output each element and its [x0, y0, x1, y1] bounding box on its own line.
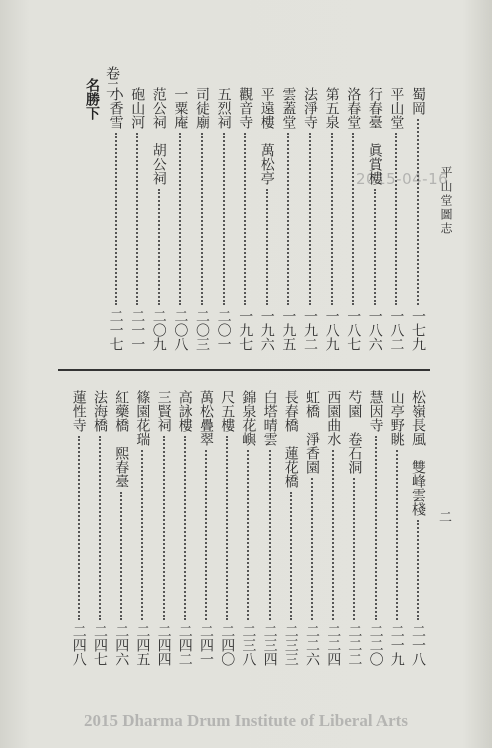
toc-entry-page: 一七九 [410, 309, 426, 351]
toc-entry-title: 西園曲水 [325, 390, 342, 446]
toc-entry-title: 第五泉 [323, 87, 340, 129]
dot-leader [201, 133, 205, 305]
toc-entry-page: 二四六 [113, 624, 130, 666]
toc-entry-title: 平山堂 [388, 87, 405, 129]
dot-leader [290, 492, 294, 620]
dot-leader [266, 189, 270, 305]
toc-entry-title: 長春橋 蓮花橋 [282, 390, 299, 488]
dot-leader [332, 450, 336, 620]
dot-leader [223, 133, 227, 305]
dot-leader [115, 133, 119, 305]
toc-entry-page: 二四五 [134, 624, 151, 666]
dot-leader [120, 492, 124, 620]
toc-entry-title: 法海橋 [92, 390, 108, 432]
toc-entry-title: 芍園 卷石洞 [346, 390, 363, 474]
toc-entry-title: 山亭野眺 [388, 390, 405, 446]
toc-entry-page: 二三四 [261, 624, 278, 666]
toc-entry-page: 一九二 [302, 309, 318, 351]
toc-entry-title: 尺五樓 [219, 390, 236, 432]
toc-entry-title: 法淨寺 [302, 87, 318, 129]
dot-leader [395, 133, 399, 305]
toc-entry-page: 二二四 [325, 624, 342, 666]
toc-entry-page: 二一一 [129, 309, 146, 351]
dot-leader [226, 436, 230, 620]
dot-leader [158, 189, 162, 305]
toc-entry-page: 二四〇 [219, 624, 236, 666]
toc-entry-title: 一粟庵 [172, 87, 189, 129]
toc-entry-title: 行春臺 眞賞樓 [366, 87, 383, 185]
toc-entry-title: 蜀岡 [410, 87, 426, 115]
juan-heading: 卷二 [104, 66, 120, 94]
toc-entry-page: 二二六 [304, 624, 320, 666]
toc-entry-page: 二二二 [346, 624, 363, 666]
toc-entry-title: 五烈祠 [215, 87, 232, 129]
watermark: 2015 Dharma Drum Institute of Liberal Arts [84, 711, 408, 730]
toc-entry-title: 小香雪 [107, 87, 124, 129]
dot-leader [205, 450, 209, 620]
toc-entry-page: 二一八 [410, 624, 426, 666]
toc-entry-page: 一八二 [388, 309, 405, 351]
dot-leader [269, 450, 273, 620]
dot-leader [179, 133, 183, 305]
toc-entry-page: 二四七 [92, 624, 108, 666]
toc-entry-page: 二〇一 [215, 309, 232, 351]
toc-entry-page: 二一九 [388, 624, 405, 666]
page-number: 二 [436, 510, 451, 523]
dot-leader [396, 450, 400, 620]
toc-entry-title: 蓮性寺 [70, 390, 87, 432]
section-divider [58, 369, 430, 371]
dot-leader [309, 133, 313, 305]
toc-entry-title: 觀音寺 [237, 87, 254, 129]
dot-leader [184, 436, 188, 620]
toc-entry-page: 二三八 [240, 624, 257, 666]
toc-entry-title: 白塔晴雲 [261, 390, 278, 446]
toc-entry-title: 慧因寺 [367, 390, 384, 432]
toc-entry-title: 平遠樓 萬松亭 [258, 87, 275, 185]
toc-entry-page: 二〇三 [194, 309, 210, 351]
dot-leader [136, 133, 140, 305]
toc-entry-page: 一九六 [258, 309, 275, 351]
dot-leader [352, 133, 356, 305]
dot-leader [417, 520, 421, 620]
toc-entry-title: 紅藥橋 熙春臺 [113, 390, 130, 488]
toc-entry-title: 范公祠 胡公祠 [150, 87, 167, 185]
dot-leader [375, 436, 379, 620]
running-title: 平山堂圖志 [439, 166, 453, 236]
toc-entry-page: 二四一 [198, 624, 214, 666]
toc-entry-title: 錦泉花嶼 [240, 390, 257, 446]
dot-leader [99, 436, 103, 620]
toc-entry-title: 高詠樓 [176, 390, 193, 432]
category-heading: 名勝下 [84, 78, 100, 120]
toc-entry-title: 雲蓋堂 [280, 87, 297, 129]
toc-entry-page: 一八六 [366, 309, 383, 351]
toc-entry-page: 二三三 [282, 624, 299, 666]
dot-leader [417, 119, 421, 305]
toc-entry-page: 一九七 [237, 309, 254, 351]
toc-entry-page: 一八七 [345, 309, 362, 351]
toc-entry-title: 洛春堂 [345, 87, 362, 129]
toc-entry-page: 二四八 [70, 624, 87, 666]
toc-entry-page: 二四四 [155, 624, 172, 666]
toc-entry-page: 一九五 [280, 309, 297, 351]
toc-entry-title: 虹橋 淨香園 [304, 390, 320, 474]
toc-entry-title: 萬松疊翠 [198, 390, 214, 446]
toc-entry-title: 松嶺長風 雙峰雲棧 [410, 390, 426, 516]
toc-entry-page: 二四二 [176, 624, 193, 666]
dot-leader [78, 436, 82, 620]
dot-leader [141, 450, 145, 620]
toc-entry-title: 三賢祠 [155, 390, 172, 432]
toc-entry-page: 一八九 [323, 309, 340, 351]
date-stamp: 2015-04-16 [356, 170, 449, 188]
toc-entry-page: 二二〇 [367, 624, 384, 666]
dot-leader [247, 450, 251, 620]
toc-entry-title: 砲山河 [129, 87, 146, 129]
dot-leader [331, 133, 335, 305]
dot-leader [244, 133, 248, 305]
dot-leader [287, 133, 291, 305]
dot-leader [163, 436, 167, 620]
toc-entry-page: 二一七 [107, 309, 124, 351]
dot-leader [353, 478, 357, 620]
toc-entry-title: 司徒廟 [194, 87, 210, 129]
toc-entry-page: 二〇九 [150, 309, 167, 351]
toc-entry-title: 篠園花瑞 [134, 390, 151, 446]
dot-leader [311, 478, 315, 620]
dot-leader [374, 189, 378, 305]
toc-entry-page: 二〇八 [172, 309, 189, 351]
